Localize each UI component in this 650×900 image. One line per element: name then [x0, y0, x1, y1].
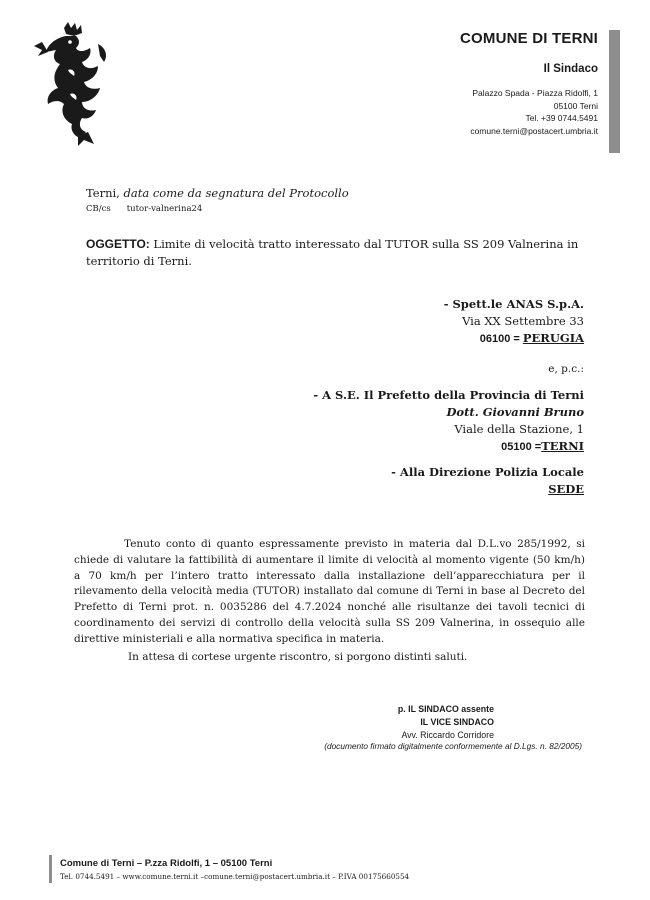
signature-line3: Avv. Riccardo Corridore — [401, 729, 494, 740]
signature-block — [260, 703, 494, 741]
anas-street: Via XX Settembre 33 — [462, 314, 584, 328]
header-accent-bar — [609, 30, 620, 153]
date-text: data come da segnatura del Protocollo — [123, 186, 349, 200]
prefetto-person: Dott. Giovanni Bruno — [446, 405, 584, 419]
recipient-anas — [444, 296, 584, 348]
pc-label: e, p.c.: — [548, 363, 584, 375]
prefetto-street: Viale della Stazione, 1 — [454, 422, 584, 436]
footer-line1: Comune di Terni – P.zza Ridolfi, 1 – 05100 Terni — [60, 858, 273, 869]
phone: Tel. +39 0744.5491 — [525, 113, 598, 123]
prefetto-cap: 05100 = — [501, 441, 542, 453]
prefetto-city: TERNI — [541, 439, 584, 453]
signature-line2: IL VICE SINDACO — [420, 716, 494, 727]
recipient-polizia — [391, 464, 584, 498]
letterhead — [460, 30, 598, 137]
footer-line2: Tel. 0744.5491 – www.comune.terni.it –comune.terni@postacert.umbria.it – P.IVA 00175660554 — [60, 872, 410, 881]
subject-label: OGGETTO: — [86, 237, 150, 251]
letter-body — [74, 537, 585, 648]
anas-city: PERUGIA — [522, 331, 584, 345]
letterhead-address — [460, 87, 598, 137]
place: Terni, — [86, 186, 124, 200]
footer — [60, 858, 409, 881]
email: comune.terni@postacert.umbria.it — [470, 125, 598, 136]
comune-title: COMUNE DI TERNI — [460, 30, 598, 47]
polizia-name: - Alla Direzione Polizia Locale — [391, 465, 584, 479]
signature-line1: p. IL SINDACO assente — [397, 704, 494, 714]
subject-text: Limite di velocità tratto interessato dal TUTOR sulla SS 209 Valnerina in territorio di Terni. — [86, 237, 579, 268]
address-line2: 05100 Terni — [553, 100, 598, 111]
date-line — [86, 186, 349, 200]
footer-accent-bar — [49, 855, 52, 883]
recipient-prefetto — [313, 387, 584, 456]
polizia-sede: SEDE — [548, 482, 584, 496]
ref-initials: CB/cs — [86, 204, 111, 214]
anas-cap: 06100 = — [479, 333, 523, 345]
ref-file: tutor-valnerina24 — [126, 204, 203, 214]
anas-name: - Spett.le ANAS S.p.A. — [443, 297, 584, 311]
digital-signature-note: (documento firmato digitalmente conformemente al D.Lgs. n. 82/2005) — [324, 741, 582, 751]
closing-line: In attesa di cortese urgente riscontro, si porgono distinti saluti. — [128, 651, 468, 663]
address-line1: Palazzo Spada - Piazza Ridolfi, 1 — [472, 88, 598, 98]
body-paragraph: Tenuto conto di quanto espressamente previsto in materia dal D.L.vo 285/1992, si chiede di valutare la fattibilità di aumentare il limite di velocità al momento vigente (50 km/h) a 70 km/h per l’intero tratto interessato dalla installazione dell’apparecchiatura per il rilevamento della velocità media (TUTOR) installato dal comune di Terni in base al Decreto del Prefetto di Terni prot. n. 0035286 del 4.7.2024 nonché alle risultanze dei tavoli tecnici di coordinamento dei servizi di controllo della velocità sulla SS 209 Valnerina, in ossequio alle direttive ministeriali e alla normativa specifica in materia. — [74, 538, 585, 645]
terni-dragon-logo-icon — [28, 20, 110, 148]
subject — [86, 236, 586, 270]
sindaco-title: Il Sindaco — [543, 63, 598, 75]
reference-line — [86, 204, 202, 214]
prefetto-name: - A S.E. Il Prefetto della Provincia di Terni — [313, 388, 584, 402]
